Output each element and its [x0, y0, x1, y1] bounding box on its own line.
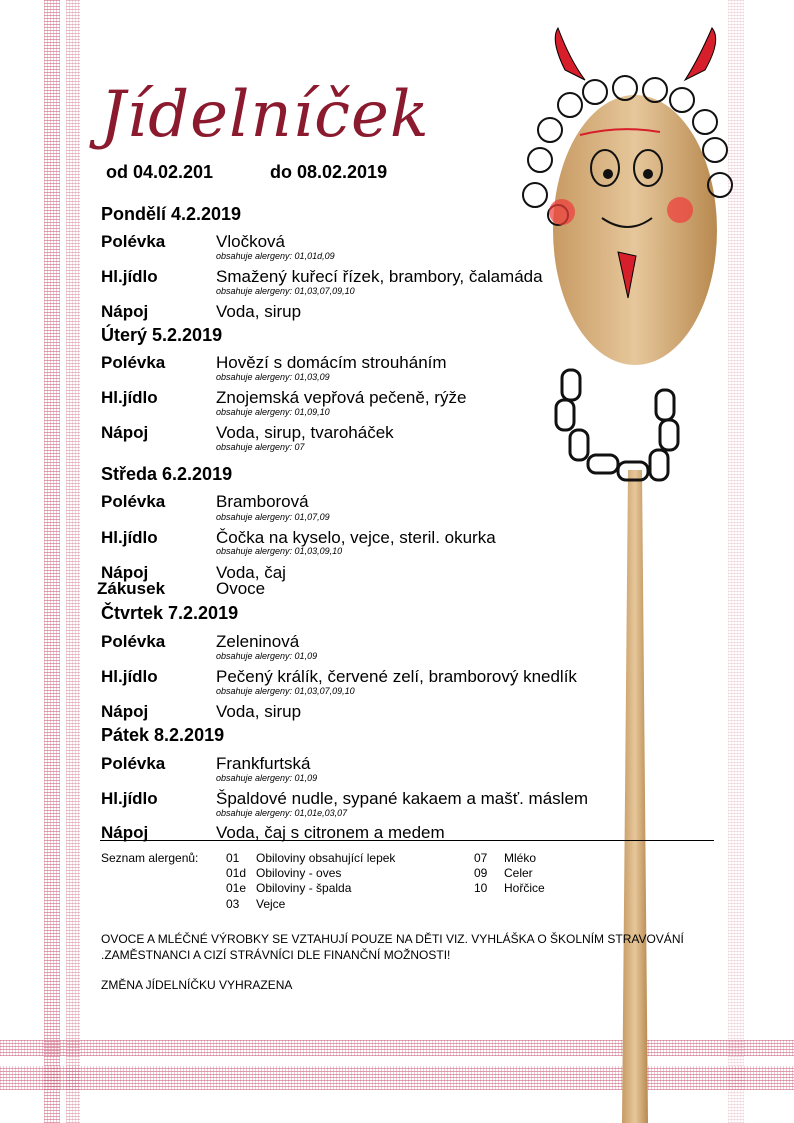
item-allergens: obsahuje alergeny: 01,03,07,09,10	[216, 686, 355, 696]
item-label: Hl.jídlo	[101, 267, 158, 286]
item-value: Znojemská vepřová pečeně, rýže	[216, 388, 467, 407]
item-value: Hovězí s domácím strouháním	[216, 353, 447, 372]
item-value: Voda, sirup, tvaroháček	[216, 423, 394, 442]
item-allergens: obsahuje alergeny: 01,09	[216, 773, 318, 783]
allergen-code: 07	[474, 851, 488, 865]
date-from: od 04.02.201	[106, 162, 214, 182]
item-label: Hl.jídlo	[101, 789, 158, 808]
item-value: Bramborová	[216, 492, 309, 511]
item-value: Špaldové nudle, sypané kakaem a mašť. máslem	[216, 789, 589, 808]
item-value: Vločková	[216, 232, 285, 251]
item-allergens: obsahuje alergeny: 01,03,07,09,10	[216, 286, 355, 296]
day-heading: Úterý 5.2.2019	[101, 325, 223, 345]
item-value: Voda, čaj	[216, 563, 286, 582]
item-label: Hl.jídlo	[101, 528, 158, 547]
kids-note: OVOCE A MLÉČNÉ VÝROBKY SE VZTAHUJÍ POUZE NA DĚTI VIZ. VYHLÁŠKA O ŠKOLNÍM STRAVOVÁNÍ .ZAMĚSTNANCI A CIZÍ STRÁVNÍCI DLE FINANČNÍ MOŽNOSTI!	[101, 932, 684, 962]
allergen-name: Mléko	[504, 851, 537, 865]
day-heading: Pondělí 4.2.2019	[101, 204, 242, 224]
change-note: ZMĚNA JÍDELNÍČKU VYHRAZENA	[101, 978, 293, 992]
item-allergens: obsahuje alergeny: 01,07,09	[216, 512, 330, 522]
item-value: Voda, čaj s citronem a medem	[216, 823, 445, 842]
allergen-code: 01d	[226, 866, 247, 880]
allergen-code: 09	[474, 866, 488, 880]
tablecloth-stripe-left	[44, 0, 60, 1123]
item-label: Nápoj	[101, 302, 149, 321]
allergen-code: 03	[226, 897, 240, 911]
page-title: Jídelníček	[100, 78, 430, 152]
allergen-code: 10	[474, 881, 488, 895]
item-label: Hl.jídlo	[101, 388, 158, 407]
allergen-list-heading: Seznam alergenů:	[101, 851, 199, 865]
item-label: Zákusek	[97, 579, 166, 598]
allergen-name: Hořčice	[504, 881, 545, 895]
day-heading: Pátek 8.2.2019	[101, 725, 225, 745]
item-value: Frankfurtská	[216, 754, 311, 773]
allergen-code: 01	[226, 851, 240, 865]
allergen-code: 01e	[226, 881, 247, 895]
item-value: Voda, sirup	[216, 302, 302, 321]
item-label: Polévka	[101, 492, 166, 511]
item-allergens: obsahuje alergeny: 01,01e,03,07	[216, 808, 348, 818]
item-label: Polévka	[101, 353, 166, 372]
item-allergens: obsahuje alergeny: 01,03,09,10	[216, 546, 343, 556]
item-allergens: obsahuje alergeny: 01,09	[216, 651, 318, 661]
item-allergens: obsahuje alergeny: 07	[216, 442, 305, 452]
item-label: Polévka	[101, 632, 166, 651]
item-label: Polévka	[101, 754, 166, 773]
item-value: Čočka na kyselo, vejce, steril. okurka	[216, 528, 496, 547]
date-to: do 08.02.2019	[270, 162, 388, 182]
item-value: Voda, sirup	[216, 702, 302, 721]
item-label: Nápoj	[101, 423, 149, 442]
item-value: Pečený králík, červené zelí, bramborový knedlík	[216, 667, 577, 686]
day-heading: Čtvrtek 7.2.2019	[101, 603, 239, 623]
item-value: Smažený kuřecí řízek, brambory, čalamáda	[216, 267, 543, 286]
item-value: Ovoce	[216, 579, 266, 598]
item-label: Nápoj	[101, 563, 149, 582]
item-label: Nápoj	[101, 702, 149, 721]
day-heading: Středa 6.2.2019	[101, 464, 233, 484]
item-allergens: obsahuje alergeny: 01,01d,09	[216, 251, 335, 261]
divider	[100, 840, 714, 841]
allergen-name: Celer	[504, 866, 533, 880]
allergen-name: Obiloviny - oves	[256, 866, 342, 880]
item-value: Zeleninová	[216, 632, 300, 651]
item-label: Hl.jídlo	[101, 667, 158, 686]
allergen-name: Obiloviny obsahující lepek	[256, 851, 396, 865]
item-label: Polévka	[101, 232, 166, 251]
item-allergens: obsahuje alergeny: 01,03,09	[216, 372, 330, 382]
tablecloth-stripe-left-inner	[66, 0, 80, 1123]
item-allergens: obsahuje alergeny: 01,09,10	[216, 407, 330, 417]
item-label: Nápoj	[101, 823, 149, 842]
allergen-name: Obiloviny - špalda	[256, 881, 352, 895]
allergen-name: Vejce	[256, 897, 286, 911]
